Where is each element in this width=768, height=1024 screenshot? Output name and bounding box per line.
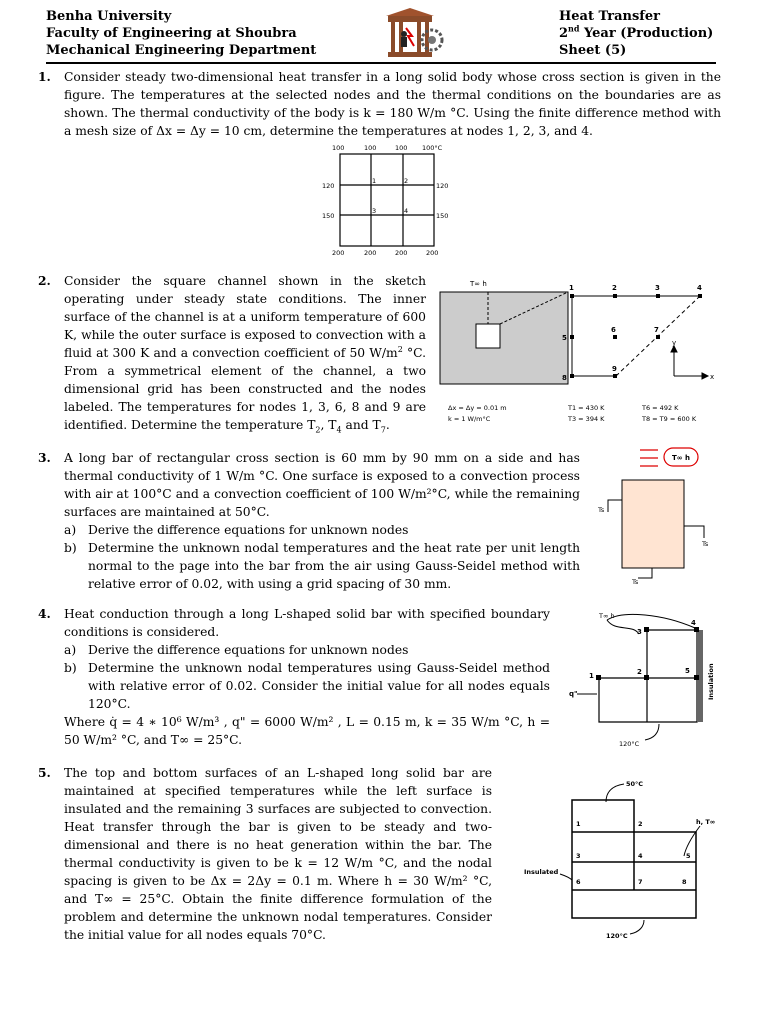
sub-letter: b) xyxy=(64,541,77,555)
q2-channel-figure xyxy=(436,274,726,426)
year-number: 2 xyxy=(559,26,569,41)
q4-lshape-figure xyxy=(563,610,723,752)
text-part: . xyxy=(385,418,390,432)
top-label: 100 xyxy=(332,144,345,152)
sub-question-b xyxy=(64,659,550,713)
q3-bar-figure xyxy=(592,442,722,590)
heat-flux-label: q" xyxy=(569,690,578,698)
sub-letter: b) xyxy=(64,661,77,675)
question-text: Consider steady two-dimensional heat transfer in a long solid body whose cross section is given in the figure. The temperatures at the selected nodes and the thermal conditions on the boundaries are as shown. The thermal conductivity of the body is k = 180 W/m °C. Using the finite difference method with a mesh size of Δx = Δy = 10 cm, determine the temperatures at nodes 1, 2, 3, and 4. xyxy=(64,70,721,138)
faculty-name: Faculty of Engineering at Shoubra xyxy=(46,26,297,41)
year-rest: Year (Production) xyxy=(579,26,714,41)
text-part: °C. From a symmetrical element of the channel, a two dimensional grid has been constructed and the nodes labeled. The temperatures for nodes 1, 3, 6, 8 and 9 are identified. Determine the temperature T xyxy=(64,346,426,432)
top-label: 100°C xyxy=(422,144,443,152)
node-label: 5 xyxy=(686,852,691,860)
node-label: 2 xyxy=(637,668,642,676)
given-values: Where q̇ = 4 ∗ 10⁶ W/m³ , q" = 6000 W/m² , L = 0.15 m, k = 35 W/m °C, h = 50 W/m² °C, and T∞ = 25°C. xyxy=(64,715,550,747)
node-label: 8 xyxy=(682,878,687,886)
top-label: 100 xyxy=(395,144,408,152)
temp-label: 120°C xyxy=(619,740,640,748)
question-number: 3. xyxy=(38,450,51,465)
node-label: 1 xyxy=(569,284,574,292)
ts-label: Ts xyxy=(632,578,639,586)
node-label: 5 xyxy=(562,334,567,342)
data-label: T3 = 394 K xyxy=(568,415,605,423)
text-part: Consider the square channel shown in the sketch operating under steady state conditions. The inner surface of the channel is at a uniform temperature of 600 K, while the outer surface is exposed to convection with a fluid at 300 K and a convection coefficient of 50 W/m xyxy=(64,274,426,360)
data-label: Δx = Δy = 0.01 m xyxy=(448,404,507,412)
node-label: 3 xyxy=(637,628,642,636)
bottom-label: 200 xyxy=(426,249,439,257)
question-number: 4. xyxy=(38,606,51,621)
sub-letter: a) xyxy=(64,643,77,657)
question-text: The top and bottom surfaces of an L-shaped long solid bar are maintained at specified temperatures while the left surface is insulated and the remaining 3 surfaces are subjected to convection. Heat transfer through the bar is given to be steady and two-dimensional and there is no heat generation within the bar. The thermal conductivity is given to be k = 12 W/m °C, and the nodal spacing is given to be Δx = 2Δy = 0.1 m. Where h = 30 W/m² °C, and T∞ = 25°C. Obtain the finite difference formulation of the problem and determine the unknown nodal temperatures. Consider the initial value for all nodes equals 70°C. xyxy=(64,766,492,942)
node-label: 1 xyxy=(372,177,377,185)
node-label: 2 xyxy=(638,820,643,828)
right-label: 120 xyxy=(436,182,449,190)
node-label: 2 xyxy=(404,177,409,185)
node-label: 5 xyxy=(685,667,690,675)
node-label: 4 xyxy=(404,207,409,215)
data-label: T8 = T9 = 600 K xyxy=(642,415,697,423)
sub-question-a xyxy=(64,641,550,659)
axis-y-label: y xyxy=(672,339,677,347)
sub-text: Derive the difference equations for unknown nodes xyxy=(88,643,409,657)
university-logo xyxy=(382,6,446,62)
bottom-temp-label: 120°C xyxy=(606,932,628,940)
data-label: T6 = 492 K xyxy=(642,404,679,412)
axis-x-label: x xyxy=(710,373,715,381)
node-label: 6 xyxy=(611,326,616,334)
node-label: 7 xyxy=(638,878,643,886)
node-label: 6 xyxy=(576,878,581,886)
left-label: 150 xyxy=(322,212,335,220)
node-label: 3 xyxy=(372,207,377,215)
sub-letter: a) xyxy=(64,523,77,537)
header-left xyxy=(46,8,316,59)
question-number: 5. xyxy=(38,765,51,780)
node-label: 3 xyxy=(655,284,660,292)
node-label: 1 xyxy=(589,672,594,680)
tinf-label: T∞ h xyxy=(470,280,487,288)
question-2 xyxy=(38,272,426,435)
sub-question-a xyxy=(64,521,580,539)
header-right xyxy=(559,8,713,59)
q5-lshape-figure xyxy=(520,776,724,942)
page-header xyxy=(46,8,716,64)
convection-label: h, T∞ xyxy=(696,818,716,826)
node-label: 4 xyxy=(697,284,702,292)
top-label: 100 xyxy=(364,144,377,152)
year-label xyxy=(559,25,713,42)
tinf-label: T∞ h xyxy=(599,612,615,620)
ts-label: Ts xyxy=(598,506,605,514)
sub-text: Determine the unknown nodal temperatures using Gauss-Seidel method with relative error of 0.02. Consider the initial value for all nodes equals 120°C. xyxy=(88,661,550,711)
q1-grid-figure xyxy=(318,142,458,260)
sub-question-b xyxy=(64,539,580,593)
ts-label: Ts xyxy=(702,540,709,548)
tinf-label: T∞ h xyxy=(672,454,691,462)
sub-text: Determine the unknown nodal temperatures and the heat rate per unit length normal to the page into the bar from the air using Gauss-Seidel method with relative error of 0.02, with using a grid spacing of 30 mm. xyxy=(88,541,580,591)
course-name: Heat Transfer xyxy=(559,9,660,24)
data-label: k = 1 W/m°C xyxy=(448,415,491,423)
node-label: 7 xyxy=(654,326,659,334)
sub-text: Derive the difference equations for unknown nodes xyxy=(88,523,409,537)
question-5 xyxy=(38,764,492,944)
bottom-label: 200 xyxy=(332,249,345,257)
left-label: 120 xyxy=(322,182,335,190)
node-label: 9 xyxy=(612,365,617,373)
header-rule xyxy=(46,62,716,64)
top-temp-label: 50°C xyxy=(626,780,644,788)
right-label: 150 xyxy=(436,212,449,220)
bottom-label: 200 xyxy=(395,249,408,257)
question-4 xyxy=(38,605,550,749)
insulated-label: Insulated xyxy=(524,868,559,876)
question-text: Heat conduction through a long L-shaped solid bar with specified boundary conditions is considered. xyxy=(64,607,550,639)
node-label: 3 xyxy=(576,852,581,860)
insulation-label: Insulation xyxy=(707,663,715,700)
node-label: 4 xyxy=(691,619,696,627)
node-label: 4 xyxy=(638,852,643,860)
question-text: A long bar of rectangular cross section is 60 mm by 90 mm on a side and has thermal conductivity of 1 W/m °C. One surface is exposed to a convection process with air at 100°C and a convection coefficient of 100 W/m²°C, while the remaining surfaces are maintained at 50°C. xyxy=(64,451,580,519)
department-name: Mechanical Engineering Department xyxy=(46,43,317,58)
bottom-label: 200 xyxy=(364,249,377,257)
question-number: 2. xyxy=(38,273,51,288)
node-label: 2 xyxy=(612,284,617,292)
university-name: Benha University xyxy=(46,9,172,24)
question-text: Consider the square channel shown in the sketch operating under steady state conditions. The inner surface of the channel is at a uniform temperature of 600 K, while the outer surface is exposed to convection with a fluid at 300 K and a convection coefficient of 50 $W/m^2$ °C. From a symmetrical element of the channel, a two dimensional grid has been constructed and the nodes labeled. The temperatures for nodes 1, 3, 6, 8 and 9 are identified. Determine the temperature $T_2$, $T_4$ and $T_7$. xyxy=(64,274,426,435)
question-number: 1. xyxy=(38,69,51,84)
question-3 xyxy=(38,449,580,593)
node-label: 8 xyxy=(562,374,567,382)
question-1 xyxy=(38,68,721,140)
year-suffix: nd xyxy=(568,23,580,34)
sheet-label: Sheet (5) xyxy=(559,43,627,58)
node-label: 1 xyxy=(576,820,581,828)
data-label: T1 = 430 K xyxy=(568,404,605,412)
